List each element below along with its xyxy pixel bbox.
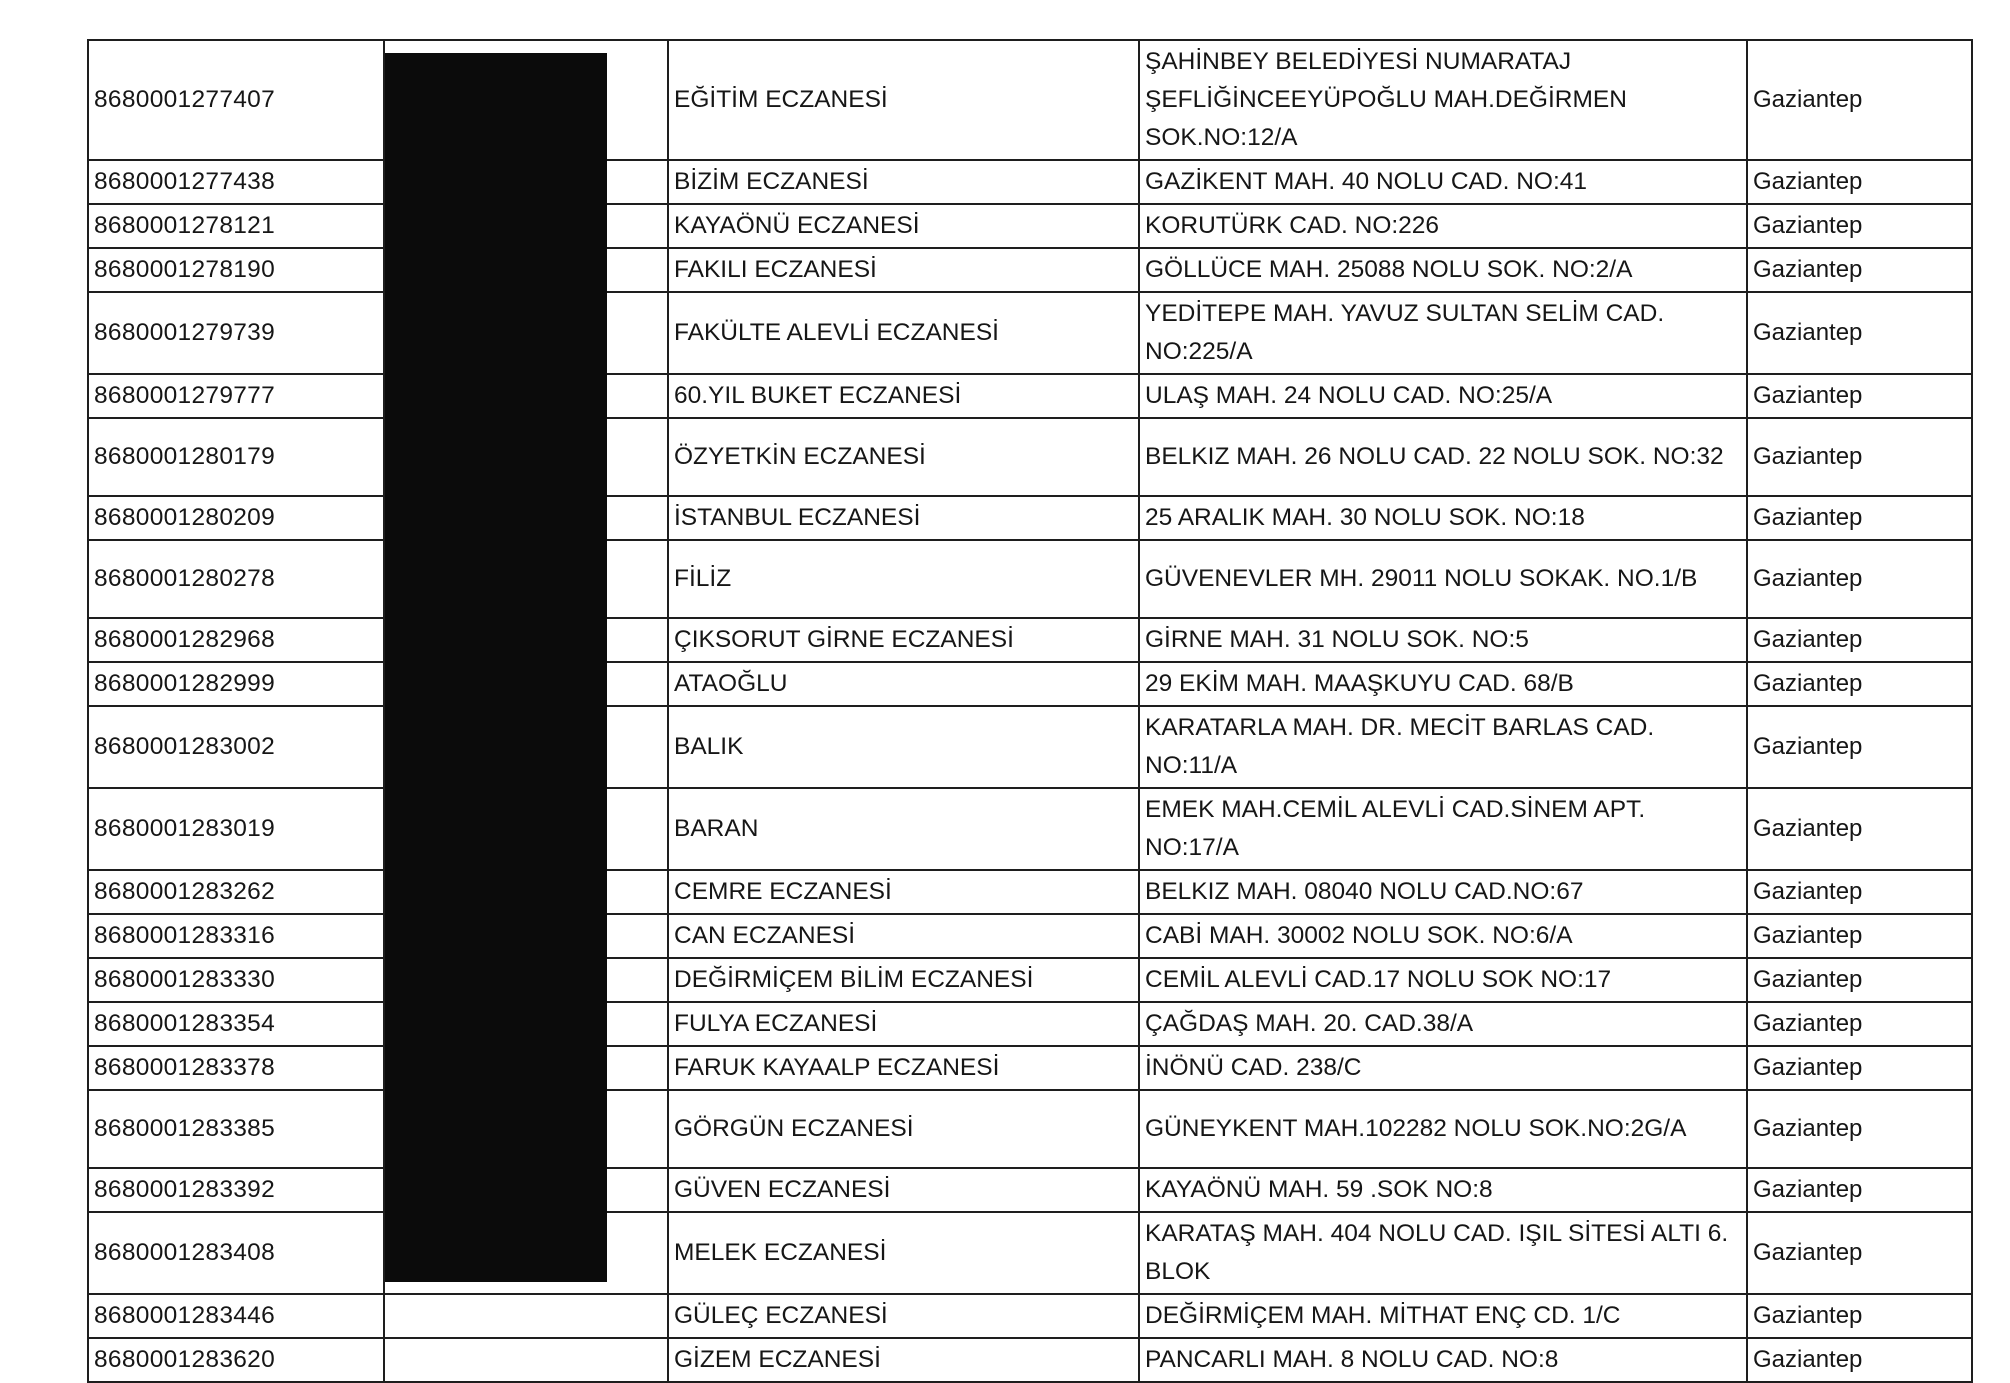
- code-cell: 8680001283446: [88, 1294, 384, 1338]
- pharmacy-name-cell: CAN ECZANESİ: [668, 914, 1139, 958]
- table-row: [88, 540, 1972, 618]
- code-cell: 8680001283408: [88, 1212, 384, 1294]
- table-row: [88, 248, 1972, 292]
- table-row: [88, 418, 1972, 496]
- table-row: [88, 1002, 1972, 1046]
- table-row: [88, 914, 1972, 958]
- city-cell: Gaziantep: [1747, 914, 1972, 958]
- address-cell: DEĞİRMİÇEM MAH. MİTHAT ENÇ CD. 1/C: [1139, 1294, 1747, 1338]
- table-row: [88, 292, 1972, 374]
- pharmacy-name-cell: BALIK: [668, 706, 1139, 788]
- city-cell: Gaziantep: [1747, 496, 1972, 540]
- code-cell: 8680001283392: [88, 1168, 384, 1212]
- code-cell: 8680001280209: [88, 496, 384, 540]
- code-cell: 8680001283019: [88, 788, 384, 870]
- table-row: [88, 204, 1972, 248]
- address-cell: BELKIZ MAH. 26 NOLU CAD. 22 NOLU SOK. NO:32: [1139, 418, 1747, 496]
- pharmacy-name-cell: İSTANBUL ECZANESİ: [668, 496, 1139, 540]
- pharmacy-name-cell: EĞİTİM ECZANESİ: [668, 40, 1139, 160]
- city-cell: Gaziantep: [1747, 248, 1972, 292]
- pharmacy-table-body: [88, 40, 1972, 1382]
- table-row: [88, 870, 1972, 914]
- table-row: [88, 40, 1972, 160]
- code-cell: 8680001283002: [88, 706, 384, 788]
- city-cell: Gaziantep: [1747, 204, 1972, 248]
- city-cell: Gaziantep: [1747, 1046, 1972, 1090]
- pharmacy-name-cell: ÇIKSORUT GİRNE ECZANESİ: [668, 618, 1139, 662]
- pharmacy-table: [87, 39, 1973, 1383]
- pharmacy-name-cell: MELEK ECZANESİ: [668, 1212, 1139, 1294]
- table-row: [88, 1168, 1972, 1212]
- code-cell: 8680001283378: [88, 1046, 384, 1090]
- code-cell: 8680001282968: [88, 618, 384, 662]
- code-cell: 8680001283620: [88, 1338, 384, 1382]
- pharmacy-name-cell: 60.YIL BUKET ECZANESİ: [668, 374, 1139, 418]
- code-cell: 8680001278121: [88, 204, 384, 248]
- code-cell: 8680001283354: [88, 1002, 384, 1046]
- table-row: [88, 496, 1972, 540]
- city-cell: Gaziantep: [1747, 706, 1972, 788]
- redacted-cell: [384, 1294, 668, 1338]
- table-row: [88, 618, 1972, 662]
- pharmacy-name-cell: FAKILI ECZANESİ: [668, 248, 1139, 292]
- table-row: [88, 1046, 1972, 1090]
- address-cell: GİRNE MAH. 31 NOLU SOK. NO:5: [1139, 618, 1747, 662]
- pharmacy-name-cell: KAYAÖNÜ ECZANESİ: [668, 204, 1139, 248]
- city-cell: Gaziantep: [1747, 662, 1972, 706]
- table-row: [88, 374, 1972, 418]
- code-cell: 8680001279739: [88, 292, 384, 374]
- pharmacy-name-cell: BİZİM ECZANESİ: [668, 160, 1139, 204]
- city-cell: Gaziantep: [1747, 374, 1972, 418]
- address-cell: BELKIZ MAH. 08040 NOLU CAD.NO:67: [1139, 870, 1747, 914]
- address-cell: PANCARLI MAH. 8 NOLU CAD. NO:8: [1139, 1338, 1747, 1382]
- code-cell: 8680001277407: [88, 40, 384, 160]
- table-row: [88, 1090, 1972, 1168]
- city-cell: Gaziantep: [1747, 870, 1972, 914]
- address-cell: CABİ MAH. 30002 NOLU SOK. NO:6/A: [1139, 914, 1747, 958]
- address-cell: ŞAHİNBEY BELEDİYESİ NUMARATAJ ŞEFLİĞİNCEEYÜPOĞLU MAH.DEĞİRMEN SOK.NO:12/A: [1139, 40, 1747, 160]
- address-cell: KORUTÜRK CAD. NO:226: [1139, 204, 1747, 248]
- code-cell: 8680001278190: [88, 248, 384, 292]
- code-cell: 8680001277438: [88, 160, 384, 204]
- address-cell: İNÖNÜ CAD. 238/C: [1139, 1046, 1747, 1090]
- pharmacy-name-cell: ÖZYETKİN ECZANESİ: [668, 418, 1139, 496]
- table-row: [88, 706, 1972, 788]
- address-cell: CEMİL ALEVLİ CAD.17 NOLU SOK NO:17: [1139, 958, 1747, 1002]
- city-cell: Gaziantep: [1747, 1294, 1972, 1338]
- code-cell: 8680001283330: [88, 958, 384, 1002]
- city-cell: Gaziantep: [1747, 40, 1972, 160]
- city-cell: Gaziantep: [1747, 618, 1972, 662]
- table-row: [88, 788, 1972, 870]
- city-cell: Gaziantep: [1747, 788, 1972, 870]
- table-row: [88, 662, 1972, 706]
- city-cell: Gaziantep: [1747, 292, 1972, 374]
- city-cell: Gaziantep: [1747, 958, 1972, 1002]
- code-cell: 8680001283316: [88, 914, 384, 958]
- address-cell: GÜVENEVLER MH. 29011 NOLU SOKAK. NO.1/B: [1139, 540, 1747, 618]
- table-row: [88, 160, 1972, 204]
- table-row: [88, 1212, 1972, 1294]
- address-cell: ULAŞ MAH. 24 NOLU CAD. NO:25/A: [1139, 374, 1747, 418]
- address-cell: ÇAĞDAŞ MAH. 20. CAD.38/A: [1139, 1002, 1747, 1046]
- address-cell: KAYAÖNÜ MAH. 59 .SOK NO:8: [1139, 1168, 1747, 1212]
- address-cell: KARATARLA MAH. DR. MECİT BARLAS CAD. NO:11/A: [1139, 706, 1747, 788]
- code-cell: 8680001280278: [88, 540, 384, 618]
- pharmacy-name-cell: FAKÜLTE ALEVLİ ECZANESİ: [668, 292, 1139, 374]
- city-cell: Gaziantep: [1747, 1212, 1972, 1294]
- address-cell: 29 EKİM MAH. MAAŞKUYU CAD. 68/B: [1139, 662, 1747, 706]
- pharmacy-name-cell: ATAOĞLU: [668, 662, 1139, 706]
- city-cell: Gaziantep: [1747, 160, 1972, 204]
- pharmacy-name-cell: GÜLEÇ ECZANESİ: [668, 1294, 1139, 1338]
- address-cell: YEDİTEPE MAH. YAVUZ SULTAN SELİM CAD. NO:225/A: [1139, 292, 1747, 374]
- address-cell: KARATAŞ MAH. 404 NOLU CAD. IŞIL SİTESİ ALTI 6. BLOK: [1139, 1212, 1747, 1294]
- code-cell: 8680001283262: [88, 870, 384, 914]
- pharmacy-name-cell: FULYA ECZANESİ: [668, 1002, 1139, 1046]
- address-cell: GÜNEYKENT MAH.102282 NOLU SOK.NO:2G/A: [1139, 1090, 1747, 1168]
- address-cell: 25 ARALIK MAH. 30 NOLU SOK. NO:18: [1139, 496, 1747, 540]
- pharmacy-name-cell: GÜVEN ECZANESİ: [668, 1168, 1139, 1212]
- pharmacy-name-cell: DEĞİRMİÇEM BİLİM ECZANESİ: [668, 958, 1139, 1002]
- table-row: [88, 1294, 1972, 1338]
- address-cell: GÖLLÜCE MAH. 25088 NOLU SOK. NO:2/A: [1139, 248, 1747, 292]
- city-cell: Gaziantep: [1747, 1090, 1972, 1168]
- pharmacy-name-cell: BARAN: [668, 788, 1139, 870]
- code-cell: 8680001283385: [88, 1090, 384, 1168]
- redaction-block: [385, 53, 607, 1282]
- address-cell: GAZİKENT MAH. 40 NOLU CAD. NO:41: [1139, 160, 1747, 204]
- code-cell: 8680001282999: [88, 662, 384, 706]
- city-cell: Gaziantep: [1747, 1338, 1972, 1382]
- address-cell: EMEK MAH.CEMİL ALEVLİ CAD.SİNEM APT. NO:17/A: [1139, 788, 1747, 870]
- pharmacy-name-cell: FİLİZ: [668, 540, 1139, 618]
- city-cell: Gaziantep: [1747, 1002, 1972, 1046]
- pharmacy-name-cell: GİZEM ECZANESİ: [668, 1338, 1139, 1382]
- code-cell: 8680001279777: [88, 374, 384, 418]
- city-cell: Gaziantep: [1747, 1168, 1972, 1212]
- code-cell: 8680001280179: [88, 418, 384, 496]
- pharmacy-name-cell: CEMRE ECZANESİ: [668, 870, 1139, 914]
- table-row: [88, 958, 1972, 1002]
- redacted-cell: [384, 1338, 668, 1382]
- pharmacy-name-cell: GÖRGÜN ECZANESİ: [668, 1090, 1139, 1168]
- table-row: [88, 1338, 1972, 1382]
- pharmacy-name-cell: FARUK KAYAALP ECZANESİ: [668, 1046, 1139, 1090]
- city-cell: Gaziantep: [1747, 418, 1972, 496]
- city-cell: Gaziantep: [1747, 540, 1972, 618]
